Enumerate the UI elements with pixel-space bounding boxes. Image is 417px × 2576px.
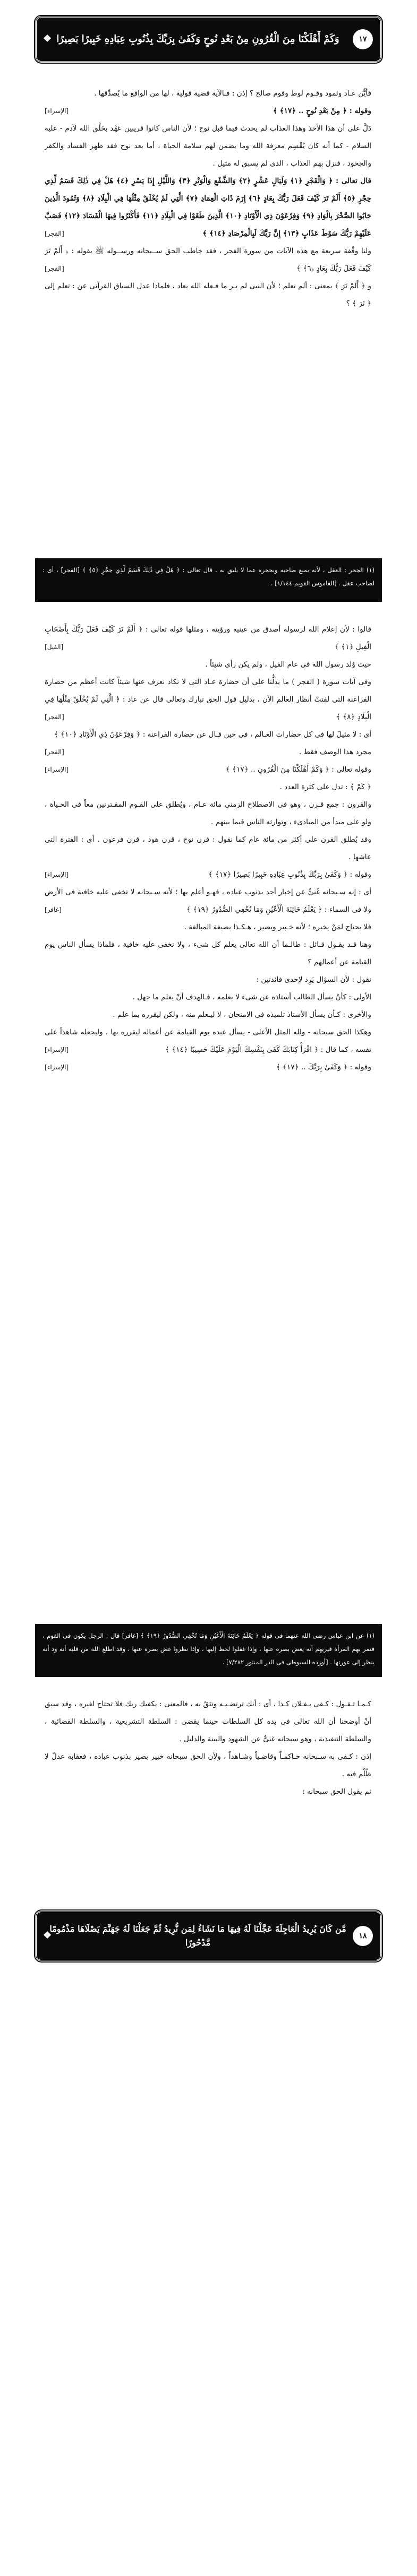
quran-quote: أى : إنه سـبحانه غَنىٌّ عن إخبار أحد بذنوب عباده ، فهـو أعلم بها ؛ لأنه سـبحانه لا تخفى عليه خافية فى الأرض ولا فى السماء : ﴿ يَعْلَمُ خَائِنَةَ الْأَعْيُنِ وَمَا تُخْفِي الصُّدُورُ ﴿١٩﴾ ﴾ [غافر] [45, 884, 371, 919]
paragraph: وقد يُطلق القرن على أكثر من مائة عام كما نقول : قرن نوح ، قرن هود ، قرن فرعون . أى : الفترة التى عاشها . [45, 835, 371, 861]
ornament-icon: ❖ [43, 1930, 52, 1941]
ornament-icon: ❖ [43, 33, 52, 45]
paragraph: ﴿ كَمْ ﴾ : تدل على كثرة العدد . [279, 783, 371, 791]
verse-header-banner [35, 16, 382, 63]
paragraph: والقرون : جمع قـرن ، وهو فى الاصطلاح الزمنى مائة عـام ، ويُطلق على القـوم المقـترنين معاً فى الحـياة ، ولو على مبدأ من المبادىء ، وتوارثه الناس فيما بينهم . [45, 800, 371, 826]
paragraph: وهنا قـد يقـول قـائل : طالـما أن الله تعالى يعلم كل شىء ، ولا تخفى عليه خافية ، فلماذا يسأل الناس يوم القيامة عن أعمالهم ؟ [45, 940, 371, 966]
commentary-section-3 [45, 1696, 371, 1897]
commentary-section-2 [45, 621, 371, 1613]
surah-reference: [الفجر] [45, 748, 64, 756]
footnote-box: (١) عن ابن عباس رضى الله عنهما فى قوله ﴿ يَعْلَمُ خَائِنَةَ الْأَعْيُنِ وَمَا تُخْفِي الصُّدُورُ ﴿١٩﴾ ﴾ [غافر] قال : الرجل يكون فى القوم ، فتمر بهم المرأة فيريهم أنه يغض بصره عنها ، وإذا غفلوا لحظ إليها ، وإذا نظروا غض بصره عنها ، وقد اطلع الله من قلبه أنه ود أنه ينظر إلى عورتها . [أورده السيوطى فى الدر المنثور ٧/٢٨٢] . [35, 1624, 382, 1677]
verse-footer-text: مَّن كَانَ يُرِيدُ الْعَاجِلَةَ عَجَّلْنَا لَهُ فِيهَا مَا نَشَاءُ لِمَن نُّرِيدُ ثُمَّ جَعَلْنَا لَهُ جَهَنَّمَ يَصْلَاهَا مَذْمُومًا مَّدْحُورًا [49, 1924, 346, 1948]
paragraph: حيث وُلد رسول الله فى عام الفيل ، ولم يكن رأى شيئاً . [205, 660, 371, 669]
verse-number-badge: ١٧ [353, 29, 373, 49]
paragraph: فلا يحتاج لمَنْ يخبره ؛ لأنه خـبير وبصير ، هـكـذا بصيغة المبالغة . [184, 923, 371, 931]
quran-quote: ولنا وقْفة سريعة مع هذه الآيات من سورة الفجر ، فقد خاطب الحق ســبحانه ورســوله ﷺ بقوله : ﴿ أَلَمْ تَرَ كَيْفَ فَعَلَ رَبُّكَ بِعَادٍ ﴿٦﴾ ﴾ [الفجر] [45, 243, 371, 278]
paragraph: فأيُّن عـاد وثمود وقـوم لوط وقوم صالح ؟ إذن : فـالآية قضية قولية ، لها من الواقع ما يُصدِّقها . [94, 89, 371, 98]
quran-quote: قال تعالى : ﴿ وَالْفَجْرِ ﴿١﴾ وَلَيَالٍ عَشْرٍ ﴿٢﴾ وَالشَّفْعِ وَالْوَتْرِ ﴿٣﴾ وَاللَّيْلِ إِذَا يَسْرِ ﴿٤﴾ هَلْ فِي ذَٰلِكَ قَسَمٌ لِّذِي حِجْرٍ ﴿٥﴾ أَلَمْ تَرَ كَيْفَ فَعَلَ رَبُّكَ بِعَادٍ ﴿٦﴾ إِرَمَ ذَاتِ الْعِمَادِ ﴿٧﴾ الَّتِي لَمْ يُخْلَقْ مِثْلُهَا فِي الْبِلَادِ ﴿٨﴾ وَثَمُودَ الَّذِينَ جَابُوا الصَّخْرَ بِالْوَادِ ﴿٩﴾ وَفِرْعَوْنَ ذِي الْأَوْتَادِ ﴿١٠﴾ الَّذِينَ طَغَوْا فِي الْبِلَادِ ﴿١١﴾ فَأَكْثَرُوا فِيهَا الْفَسَادَ ﴿١٢﴾ فَصَبَّ عَلَيْهِمْ رَبُّكَ سَوْطَ عَذَابٍ ﴿١٣﴾ إِنَّ رَبَّكَ لَبِالْمِرْصَادِ ﴿١٤﴾ ﴾ [الفجر] [45, 172, 371, 243]
paragraph: والأخرى : كـأن يسأل الأستاذ تلميذه فى الامتحان ، لا ليـعلم منه ، ولكن ليقرره بما علم . [113, 1010, 371, 1019]
paragraph: دَلَّ على أن هذا الأخذ وهذا العذاب لم يحدث فيما قبل نوح ؛ لأن الناس كانوا قريبين عَهْد بخَلْق الله لآدم - عليه السلام - كما أنه كان يُقْسِم معرفة الله وما يضمن لهم سلامة الحياة ، أما بعد نوح فقد ظهر الفساد والكفر والجحود ، فنزل بهم العذاب ، الذى لم يسبق له مثيل . [45, 124, 371, 168]
quran-quote: [الإسراء] وقوله تعالى : ﴿ وَكَمْ أَهْلَكْنَا مِنَ الْقُرُونِ .. ﴿١٧﴾ ﴾ [45, 761, 371, 779]
paragraph: إذن : كـفى به سـبحانه حـاكمـاً وقاضـياً وشـاهداً ، ولأن الحق سبحانه خبير بصير بذنوب عباده ، فعقابه عدلٌ لا ظُلْم فيه . [45, 1752, 371, 1778]
paragraph: كـمـا تـقـول : كـفى بـفـلان كـذا ، أى : أنك ترتضـيـه وتثقُ به ، فالمعنى : يكفيك ربك فلا تحتاج لغيره ، وقد سبق أنْ أوضحنا أن الله تعالى فى يده كل السلطات حينما يقضى : السلطة التشريعية ، والسلطة القضائية ، والسلطة التنفيذية ، وهو سبحانه غنىٌّ عن الشهود والبينة والدليل . [45, 1700, 371, 1743]
surah-reference: [الإسراء] [45, 766, 69, 773]
quran-quote: [الإسراء] وقوله : ﴿ مِنْ بَعْدِ نُوحٍ .. ﴿١٧﴾ ﴾ [45, 102, 371, 120]
surah-reference: [الإسراء] [45, 107, 69, 115]
surah-reference: [الفجر] [45, 265, 64, 272]
paragraph: الأولى : كأنْ يسأل الطالب أستاذه عن شىء لا يعلمه ، فـالهدف أنْ يعلم ما جهل . [132, 993, 371, 1001]
footnote-box: (١) الحِجر : العقل ، لأنه يمنع صاحبه ويحجره عما لا يليق به . قال تعالى : ﴿ هَلْ فِي ذَٰلِكَ قَسَمٌ لِّذِي حِجْرٍ ﴿٥﴾ ﴾ [الفجر] ، أى : لصاحب عقل . [القاموس القويم ١/١٤٤] . [35, 558, 382, 602]
quran-quote: وفى آيات سورة ( الفجر ) ما يدلُّنا على أن حضارة عـاد التى لا نكاد نعرف عنها شيئاً كانت أعظم من حضارة الفراعنة التى لفتتْ أنظار العالم الآن ، بدليل قول الحق تبارك وتعالى قال عن عاد : ﴿ الَّتِي لَمْ يُخْلَقْ مِثْلُهَا فِي الْبِلَادِ ﴿٨﴾ ﴾ [الفجر] [45, 673, 371, 726]
surah-reference: [الإسراء] [45, 871, 69, 878]
paragraph: نقول : لأن السؤال يَرِد لإحدى فائدتين : [256, 975, 371, 984]
paragraph: و ﴿ أَلَمْ تَرَ ﴾ بمعنى : ألم تعلم ؛ لأن النبى لم يـر ما فـعله الله بعاد ، فلماذا عدل السياق القرآنى عن : تعلم إلى ﴿ تَرَ ﴾ ؟ [45, 282, 371, 308]
quran-quote: [الإسراء] وقوله : ﴿ وَكَفَىٰ بِرَبِّكَ .. ﴿١٧﴾ ﴾ [45, 1059, 371, 1076]
paragraph: ثم يقول الحق سبحانه : [302, 1787, 371, 1796]
surah-reference: [الفجر] [45, 230, 64, 237]
verse-number-badge: ١٨ [353, 1926, 373, 1946]
quran-quote: وهكذا الحق سبحانه - ولله المثل الأعلى - يسأل عبده يوم القيامة عن أعماله ليقرره بها ، وليجعله شاهداً على نفسه ، كما قال : ﴿ اقْرَأْ كِتَابَكَ كَفَىٰ بِنَفْسِكَ الْيَوْمَ عَلَيْكَ حَسِيبًا ﴿١٤﴾ ﴾ [الإسراء] [45, 1024, 371, 1059]
surah-reference: [الإسراء] [45, 1064, 69, 1071]
quran-quote: أى : لا مثيلَ لها فى كل حضارات العـالم ، فى حين قـال عن حضارة الفراعنة : ﴿ وَفِرْعَوْنَ ذِي الْأَوْتَادِ ﴿١٠﴾ ﴾ [الفجر] [45, 726, 371, 744]
verse-footer-banner [35, 1911, 382, 1961]
surah-reference: [الفيل] [45, 643, 64, 651]
quran-quote: [الإسراء] وقوله : ﴿ وَكَفَىٰ بِرَبِّكَ بِذُنُوبِ عِبَادِهِ خَبِيرًا بَصِيرًا ﴿١٧﴾ ﴾ [45, 866, 371, 884]
quran-quote: قالوا : لأن إعلام الله لرسوله أصدق من عينيه ورؤيته ، ومثلها قوله تعالى : ﴿ أَلَمْ تَرَ كَيْفَ فَعَلَ رَبُّكَ بِأَصْحَابِ الْفِيلِ ﴿١﴾ ﴾ [الفيل] [45, 621, 371, 656]
surah-reference: [الإسراء] [45, 1046, 69, 1053]
commentary-section-1 [45, 85, 371, 520]
surah-reference: [غافر] [45, 906, 62, 913]
paragraph: مجرد هذا الوصف فقط . [299, 748, 371, 756]
surah-reference: [الفجر] [45, 713, 64, 721]
verse-header-text: وَكَمْ أَهْلَكْنَا مِنَ الْقُرُونِ مِنْ بَعْدِ نُوحٍ وَكَفَىٰ بِرَبِّكَ بِذُنُوبِ عِبَادِهِ خَبِيرًا بَصِيرًا [56, 33, 339, 45]
